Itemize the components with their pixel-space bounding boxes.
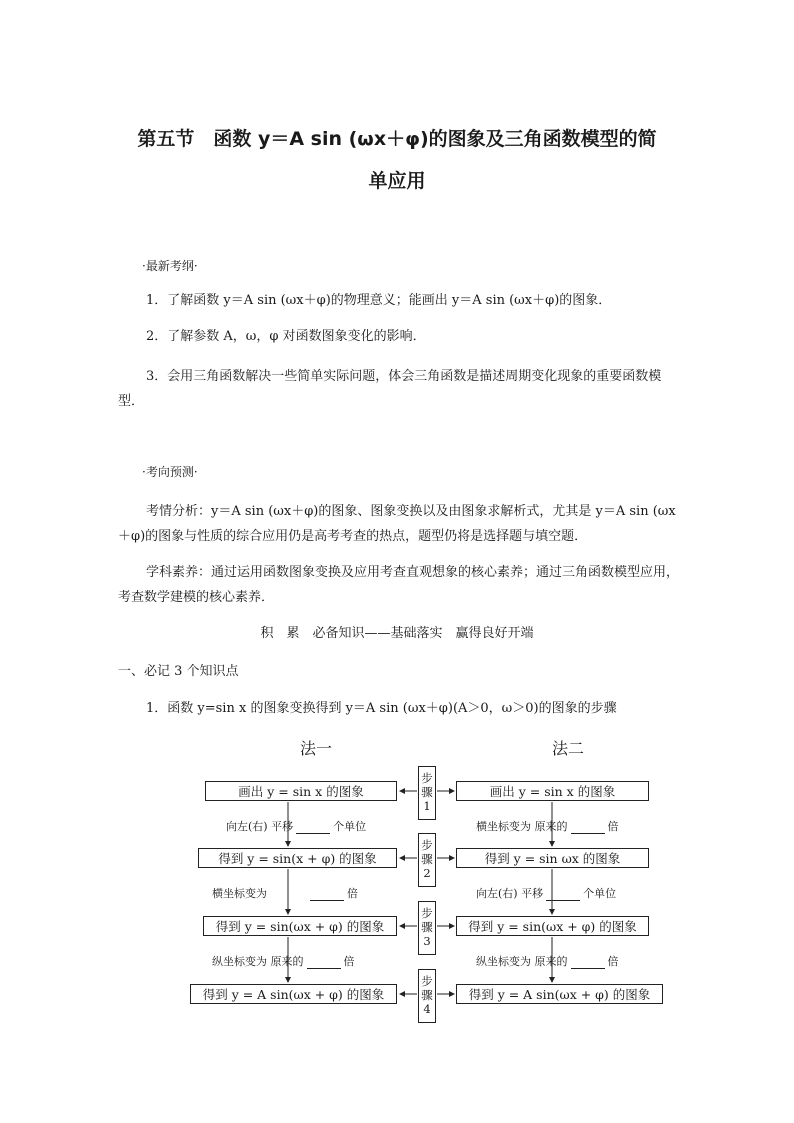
forecast-heading: ·考向预测·: [142, 465, 198, 479]
step-2: 步骤2: [418, 833, 436, 887]
right-box-2: 得到 y = sin ωx 的图象: [456, 848, 649, 868]
step-3: 步骤3: [418, 901, 436, 955]
syllabus-heading: ·最新考纲·: [142, 259, 198, 273]
right-label-2-pre: 向左(右) 平移: [476, 887, 544, 900]
right-label-3: [476, 953, 619, 969]
step-1: 步骤1: [418, 766, 436, 820]
right-label-3-post: 倍: [607, 955, 619, 968]
part-heading: 一、必记 3 个知识点: [118, 664, 239, 679]
step-4: 步骤4: [418, 969, 436, 1023]
syllabus-item-1: 1．了解函数 y＝A sin (ωx＋φ)的物理意义；能画出 y＝A sin (ωx＋φ)的图象．: [146, 293, 612, 308]
method-1-heading: 法一: [300, 739, 333, 758]
right-label-1-post: 倍: [607, 820, 619, 833]
answer-blank: [310, 888, 344, 901]
left-label-2-post: 倍: [347, 887, 358, 900]
syllabus-item-2: 2．了解参数 A，ω，φ 对函数图象变化的影响．: [146, 329, 426, 344]
left-label-3-pre: 纵坐标变为 原来的: [212, 955, 304, 968]
method-2-heading: 法二: [552, 739, 585, 758]
left-label-1-post: 个单位: [333, 820, 367, 833]
answer-blank: [296, 821, 330, 834]
right-box-4: 得到 y = A sin(ωx + φ) 的图象: [456, 984, 663, 1004]
right-label-1-pre: 横坐标变为 原来的: [476, 820, 568, 833]
forecast-literacy: 学科素养：通过运用函数图象变换及应用考查直观想象的核心素养；通过三角函数模型应用，考查数学建模的核心素养．: [118, 565, 680, 605]
right-label-1: [476, 818, 619, 834]
knowledge-point-1: 1．函数 y=sin x 的图象变换得到 y＝A sin (ωx＋φ)(A＞0，ω＞0)的图象的步骤: [146, 701, 617, 716]
left-box-1: 画出 y = sin x 的图象: [205, 781, 397, 801]
left-label-1-pre: 向左(右) 平移: [226, 820, 294, 833]
right-label-3-pre: 纵坐标变为 原来的: [476, 955, 568, 968]
left-label-1: [226, 818, 366, 834]
forecast-analysis: 考情分析：y＝A sin (ωx＋φ)的图象、图象变换以及由图象求解析式，尤其是 y＝A sin (ωx＋φ)的图象与性质的综合应用仍是高考考查的热点，题型仍将是选择题与填空题．: [118, 504, 676, 544]
left-label-2: [212, 885, 358, 901]
left-box-3: 得到 y = sin(ωx + φ) 的图象: [203, 916, 397, 936]
syllabus-item-3: 3．会用三角函数解决一些简单实际问题，体会三角函数是描述周期变化现象的重要函数模型．: [118, 369, 662, 409]
left-box-2: 得到 y = sin(x + φ) 的图象: [198, 848, 397, 868]
page-title-line2: 单应用: [368, 170, 426, 192]
left-label-2-pre: 横坐标变为: [212, 887, 267, 900]
left-box-4: 得到 y = A sin(ωx + φ) 的图象: [190, 984, 397, 1004]
right-label-2-post: 个单位: [583, 887, 617, 900]
right-box-1: 画出 y = sin x 的图象: [456, 781, 649, 801]
answer-blank: [546, 888, 580, 901]
answer-blank: [571, 821, 605, 834]
answer-blank: [571, 956, 605, 969]
answer-blank: [307, 956, 341, 969]
page-title-line1: 第五节 函数 y＝A sin (ωx＋φ)的图象及三角函数模型的简: [137, 128, 657, 150]
left-label-3-post: 倍: [343, 955, 355, 968]
left-label-3: [212, 953, 355, 969]
right-box-3: 得到 y = sin(ωx + φ) 的图象: [456, 916, 649, 936]
section-subtitle: 积 累 必备知识——基础落实 赢得良好开端: [260, 626, 534, 641]
right-label-2: [476, 885, 616, 901]
